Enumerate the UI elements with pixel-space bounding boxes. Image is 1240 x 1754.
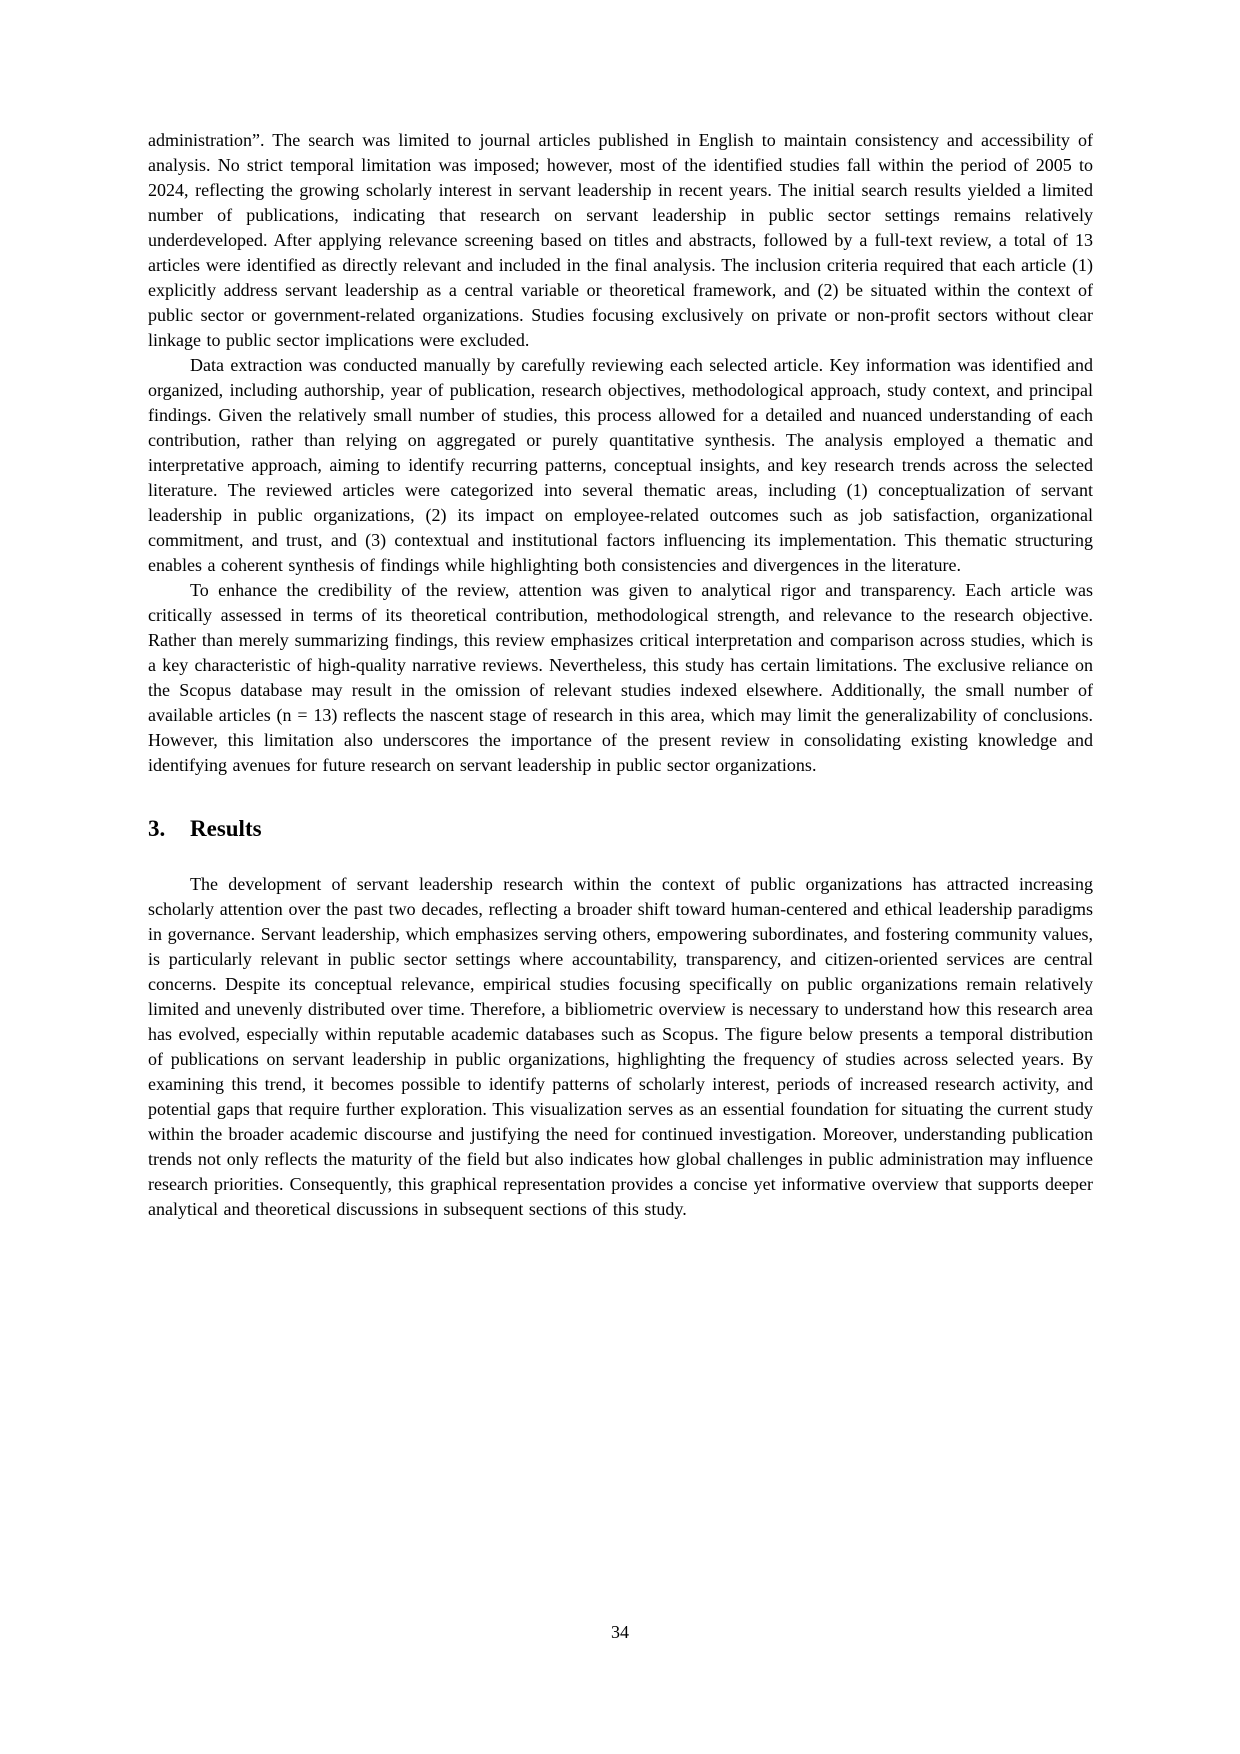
paragraph-results-intro: The development of servant leadership research within the context of public organizations has attracted increasing scholarly attention over the past two decades, reflecting a broader shift toward human-centered and ethical leadership paradigms in governance. Servant leadership, which emphasizes serving others, empowering subordinates, and fostering community values, is particularly relevant in public sector settings where accountability, transparency, and citizen-oriented services are central concerns. Despite its conceptual relevance, empirical studies focusing specifically on public organizations remain relatively limited and unevenly distributed over time. Therefore, a bibliometric overview is necessary to understand how this research area has evolved, especially within reputable academic databases such as Scopus. The figure below presents a temporal distribution of publications on servant leadership in public organizations, highlighting the frequency of studies across selected years. By examining this trend, it becomes possible to identify patterns of scholarly interest, periods of increased research activity, and potential gaps that require further exploration. This visualization serves as an essential foundation for situating the current study within the broader academic discourse and justifying the need for continued investigation. Moreover, understanding publication trends not only reflects the maturity of the field but also indicates how global challenges in public administration may influence research priorities. Consequently, this graphical representation provides a concise yet informative overview that supports deeper analytical and theoretical discussions in subsequent sections of this study. xyxy=(148,874,1093,1219)
text-column xyxy=(148,128,1093,1222)
paragraph-data-extraction: Data extraction was conducted manually by carefully reviewing each selected article. Key information was identified and organized, including authorship, year of publication, research objectives, methodological approach, study context, and principal findings. Given the relatively small number of studies, this process allowed for a detailed and nuanced understanding of each contribution, rather than relying on aggregated or purely quantitative synthesis. The analysis employed a thematic and interpretative approach, aiming to identify recurring patterns, conceptual insights, and key research trends across the selected literature. The reviewed articles were categorized into several thematic areas, including (1) conceptualization of servant leadership in public organizations, (2) its impact on employee-related outcomes such as job satisfaction, organizational commitment, and trust, and (3) contextual and institutional factors influencing its implementation. This thematic structuring enables a coherent synthesis of findings while highlighting both consistencies and divergences in the literature. xyxy=(148,355,1093,575)
paragraph-search-scope: administration”. The search was limited to journal articles published in English to maintain consistency and accessibility of analysis. No strict temporal limitation was imposed; however, most of the identified studies fall within the period of 2005 to 2024, reflecting the growing scholarly interest in servant leadership in recent years. The initial search results yielded a limited number of publications, indicating that research on servant leadership in public sector settings remains relatively underdeveloped. After applying relevance screening based on titles and abstracts, followed by a full-text review, a total of 13 articles were identified as directly relevant and included in the final analysis. The inclusion criteria required that each article (1) explicitly address servant leadership as a central variable or theoretical framework, and (2) be situated within the context of public sector or government-related organizations. Studies focusing exclusively on private or non-profit sectors without clear linkage to public sector implications were excluded. xyxy=(148,130,1093,350)
section-number: 3. xyxy=(148,816,166,841)
section-title: Results xyxy=(190,816,262,841)
paragraph-review-credibility: To enhance the credibility of the review, attention was given to analytical rigor and transparency. Each article was critically assessed in terms of its theoretical contribution, methodological strength, and relevance to the research objective. Rather than merely summarizing findings, this review emphasizes critical interpretation and comparison across studies, which is a key characteristic of high-quality narrative reviews. Nevertheless, this study has certain limitations. The exclusive reliance on the Scopus database may result in the omission of relevant studies indexed elsewhere. Additionally, the small number of available articles (n = 13) reflects the nascent stage of research in this area, which may limit the generalizability of conclusions. However, this limitation also underscores the importance of the present review in consolidating existing knowledge and identifying avenues for future research on servant leadership in public sector organizations. xyxy=(148,580,1093,775)
section-heading-results xyxy=(148,815,1093,843)
page-number: 34 xyxy=(611,1622,629,1642)
